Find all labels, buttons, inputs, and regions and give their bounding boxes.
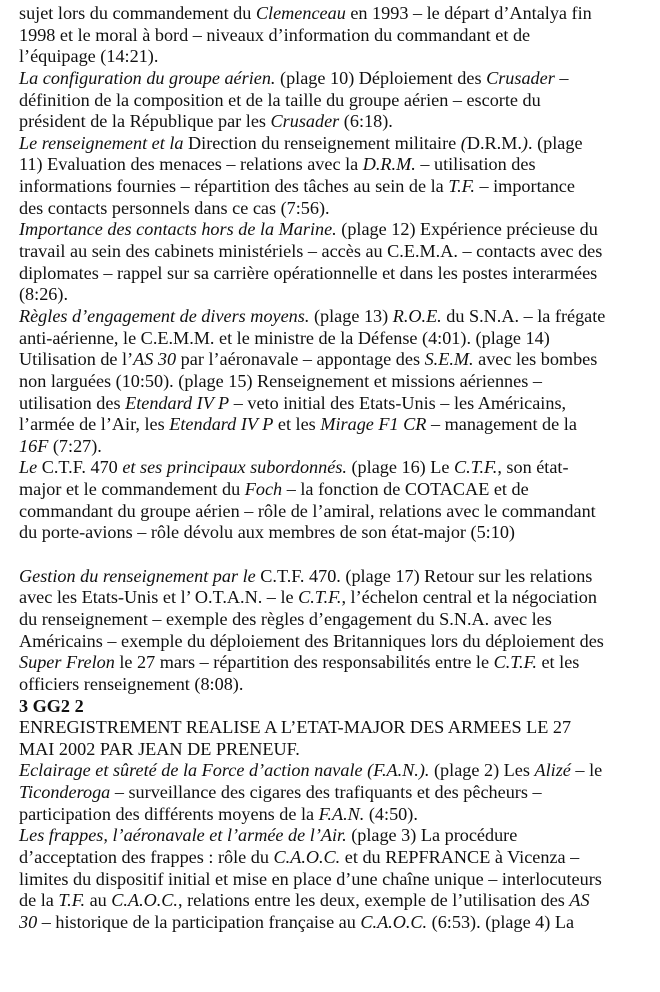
line-2 bbox=[19, 25, 659, 47]
italic-text-run: S.E.M. bbox=[424, 349, 474, 370]
italic-text-run: 30 bbox=[19, 911, 38, 932]
line-28 bbox=[19, 587, 659, 609]
italic-text-run: ( bbox=[460, 132, 467, 153]
text-run: – bbox=[554, 67, 569, 88]
line-21 bbox=[19, 436, 659, 458]
text-run: , l’échelon central et la négociation bbox=[341, 587, 597, 608]
text-run: C.T.F. 470. (plage 17) Retour sur les relations bbox=[255, 565, 593, 586]
text-run: informations fournies – répartition des tâches au sein de la bbox=[19, 176, 449, 197]
line-42 bbox=[19, 890, 659, 912]
text-run: (plage 3) La procédure bbox=[346, 825, 518, 846]
text-run: – management de la bbox=[426, 414, 577, 435]
text-run: (7:27). bbox=[48, 435, 102, 456]
line-1 bbox=[19, 3, 659, 25]
line-34 bbox=[19, 717, 659, 739]
line-37 bbox=[19, 782, 659, 804]
italic-text-run: Mirage F1 CR bbox=[320, 414, 427, 435]
line-22 bbox=[19, 457, 659, 479]
text-run: (plage 2) Les bbox=[429, 760, 535, 781]
text-run: – la fonction de COTACAE et de bbox=[282, 479, 529, 500]
line-9 bbox=[19, 176, 659, 198]
text-run: utilisation des bbox=[19, 392, 126, 413]
text-run: par l’aéronavale – appontage des bbox=[176, 349, 425, 370]
line-39 bbox=[19, 825, 659, 847]
line-10 bbox=[19, 198, 659, 220]
italic-text-run: T.F. bbox=[58, 890, 86, 911]
line-35 bbox=[19, 739, 659, 761]
italic-text-run: T.F. bbox=[448, 176, 475, 197]
line-40 bbox=[19, 847, 659, 869]
line-15 bbox=[19, 306, 659, 328]
text-run: le 27 mars – répartition des responsabilités entre le bbox=[114, 652, 494, 673]
line-27 bbox=[19, 566, 659, 588]
italic-text-run: Foch bbox=[244, 479, 283, 500]
text-run: (6:18). bbox=[339, 111, 393, 132]
line-36 bbox=[19, 760, 659, 782]
text-run: des contacts personnels dans ce cas (7:56). bbox=[19, 197, 330, 218]
text-run: du porte-avions – rôle dévolu aux membres de son état-major (5:10) bbox=[19, 522, 515, 543]
text-run: du S.N.A. – la frégate bbox=[441, 305, 606, 326]
text-run: limites du dispositif initial et mise en place d’une chaîne unique – interlocuteurs bbox=[19, 868, 602, 889]
line-17 bbox=[19, 349, 659, 371]
italic-text-run: R.O.E. bbox=[392, 305, 442, 326]
line-16 bbox=[19, 328, 659, 350]
text-run: major et le commandement du bbox=[19, 479, 245, 500]
italic-text-run: C.A.O.C. bbox=[360, 911, 428, 932]
text-run: participation des différents moyens de la bbox=[19, 803, 319, 824]
italic-text-run: Gestion du renseignement par le bbox=[19, 565, 256, 586]
text-run: – importance bbox=[474, 176, 575, 197]
line-43 bbox=[19, 912, 659, 934]
text-run: (plage 16) Le bbox=[346, 457, 455, 478]
text-run: officiers renseignement (8:08). bbox=[19, 673, 244, 694]
text-run: – surveillance des cigares des trafiquants et des pêcheurs – bbox=[110, 782, 542, 803]
text-run: et les bbox=[536, 652, 580, 673]
text-run: 11) Evaluation des menaces – relations avec la bbox=[19, 154, 363, 175]
text-run: – veto initial des Etats-Unis – les Américains, bbox=[229, 392, 567, 413]
line-7 bbox=[19, 133, 659, 155]
italic-text-run: Règles d’engagement de divers moyens. bbox=[19, 305, 310, 326]
text-run: d’acceptation des frappes : rôle du bbox=[19, 846, 274, 867]
italic-text-run: C.T.F. bbox=[298, 587, 342, 608]
italic-text-run: AS bbox=[569, 890, 590, 911]
line-32 bbox=[19, 674, 659, 696]
line-14 bbox=[19, 284, 659, 306]
italic-text-run: F.A.N. bbox=[318, 803, 365, 824]
line-20 bbox=[19, 414, 659, 436]
text-run: de la bbox=[19, 890, 59, 911]
italic-text-run: Alizé bbox=[534, 760, 571, 781]
text-run: MAI 2002 PAR JEAN DE PRENEUF. bbox=[19, 738, 300, 759]
line-6 bbox=[19, 111, 659, 133]
line-29 bbox=[19, 609, 659, 631]
italic-text-run: Clemenceau bbox=[255, 3, 346, 23]
italic-text-run: Crusader bbox=[486, 67, 555, 88]
text-run: définition de la composition et de la taille du groupe aérien – escorte du bbox=[19, 89, 541, 110]
text-run: avec les Etats-Unis et l’ O.T.A.N. – le bbox=[19, 587, 299, 608]
bold-text-run: 3 GG2 2 bbox=[19, 695, 84, 716]
text-run: – utilisation des bbox=[415, 154, 536, 175]
italic-text-run: ) bbox=[521, 132, 528, 153]
line-19 bbox=[19, 393, 659, 415]
italic-text-run: C.A.O.C. bbox=[273, 846, 341, 867]
text-run: et du REPFRANCE à Vicenza – bbox=[340, 846, 580, 867]
italic-text-run: Etendard IV P bbox=[125, 392, 230, 413]
italic-text-run: C.T.F. bbox=[454, 457, 498, 478]
text-run: du renseignement – exemple des règles d’engagement du S.N.A. avec les bbox=[19, 608, 552, 629]
text-run: (8:26). bbox=[19, 284, 68, 305]
italic-text-run: Etendard IV P bbox=[169, 414, 274, 435]
italic-text-run: 16F bbox=[19, 435, 49, 456]
italic-text-run: C.T.F. bbox=[493, 652, 537, 673]
text-run: Direction du renseignement militaire bbox=[183, 132, 461, 153]
line-25 bbox=[19, 522, 659, 544]
text-run: D.R.M. bbox=[466, 132, 522, 153]
line-23 bbox=[19, 479, 659, 501]
section-heading bbox=[19, 696, 659, 718]
text-run: , relations entre les deux, exemple de l’utilisation des bbox=[177, 890, 570, 911]
text-run: (6:53). (plage 4) La bbox=[427, 911, 575, 932]
text-run: 1998 et le moral à bord – niveaux d’information du commandant et de bbox=[19, 24, 531, 45]
text-run: travail au sein des cabinets ministériels – accès au C.E.M.A. – contacts avec des bbox=[19, 241, 603, 262]
text-run: avec les bombes bbox=[473, 349, 598, 370]
text-run: au bbox=[85, 890, 112, 911]
line-13 bbox=[19, 263, 659, 285]
text-run: (plage 12) Expérience précieuse du bbox=[336, 219, 598, 240]
text-run: sujet lors du commandement du bbox=[19, 3, 256, 23]
text-run: C.T.F. 470 bbox=[37, 457, 123, 478]
italic-text-run: Super Frelon bbox=[19, 652, 115, 673]
italic-text-run: Importance des contacts hors de la Marine. bbox=[19, 219, 337, 240]
text-run: – historique de la participation française au bbox=[37, 911, 361, 932]
italic-text-run: C.A.O.C. bbox=[111, 890, 178, 911]
text-run: ENREGISTREMENT REALISE A L’ETAT-MAJOR DES ARMEES LE 27 bbox=[19, 717, 572, 738]
text-run: . (plage bbox=[527, 132, 583, 153]
italic-text-run: Les frappes, l’aéronavale et l’armée de l’Air. bbox=[19, 825, 347, 846]
line-30 bbox=[19, 631, 659, 653]
text-run: l’armée de l’Air, les bbox=[19, 414, 170, 435]
line-41 bbox=[19, 869, 659, 891]
line-3 bbox=[19, 46, 659, 68]
text-run: Américains – exemple du déploiement des Britanniques lors du déploiement des bbox=[19, 630, 604, 651]
line-24 bbox=[19, 501, 659, 523]
text-run: Utilisation de l’ bbox=[19, 349, 134, 370]
text-run: l’équipage (14:21). bbox=[19, 46, 159, 67]
line-12 bbox=[19, 241, 659, 263]
italic-text-run: et ses principaux subordonnés. bbox=[122, 457, 347, 478]
text-run: président de la République par les bbox=[19, 111, 271, 132]
line-31 bbox=[19, 652, 659, 674]
italic-text-run: La configuration du groupe aérien. bbox=[19, 67, 276, 88]
italic-text-run: Ticonderoga bbox=[19, 782, 111, 803]
text-run: (plage 13) bbox=[309, 305, 393, 326]
line-38 bbox=[19, 804, 659, 826]
italic-text-run: AS 30 bbox=[133, 349, 177, 370]
blank-line bbox=[19, 544, 659, 566]
italic-text-run: Le bbox=[19, 457, 38, 478]
text-run: anti-aérienne, le C.E.M.M. et le ministre de la Défense (4:01). (plage 14) bbox=[19, 327, 550, 348]
line-4 bbox=[19, 68, 659, 90]
italic-text-run: Eclairage et sûreté de la Force d’action navale (F.A.N.). bbox=[19, 760, 430, 781]
line-8 bbox=[19, 154, 659, 176]
line-5 bbox=[19, 90, 659, 112]
text-run: non larguées (10:50). (plage 15) Renseignement et missions aériennes – bbox=[19, 370, 542, 391]
text-run: – le bbox=[570, 760, 603, 781]
text-run: et les bbox=[273, 414, 321, 435]
text-run: diplomates – rappel sur sa carrière opérationnelle et dans les postes interarmées bbox=[19, 262, 598, 283]
text-run: commandant du groupe aérien – rôle de l’amiral, relations avec le commandant bbox=[19, 500, 596, 521]
italic-text-run: Crusader bbox=[270, 111, 340, 132]
line-18 bbox=[19, 371, 659, 393]
text-run: (4:50). bbox=[364, 803, 418, 824]
text-run: (plage 10) Déploiement des bbox=[275, 67, 487, 88]
text-run: en 1993 – le départ d’Antalya fin bbox=[345, 3, 592, 23]
text-run: , son état- bbox=[497, 457, 569, 478]
line-11 bbox=[19, 219, 659, 241]
italic-text-run: Le renseignement et la bbox=[19, 132, 184, 153]
italic-text-run: D.R.M. bbox=[362, 154, 416, 175]
document-page bbox=[19, 3, 659, 934]
